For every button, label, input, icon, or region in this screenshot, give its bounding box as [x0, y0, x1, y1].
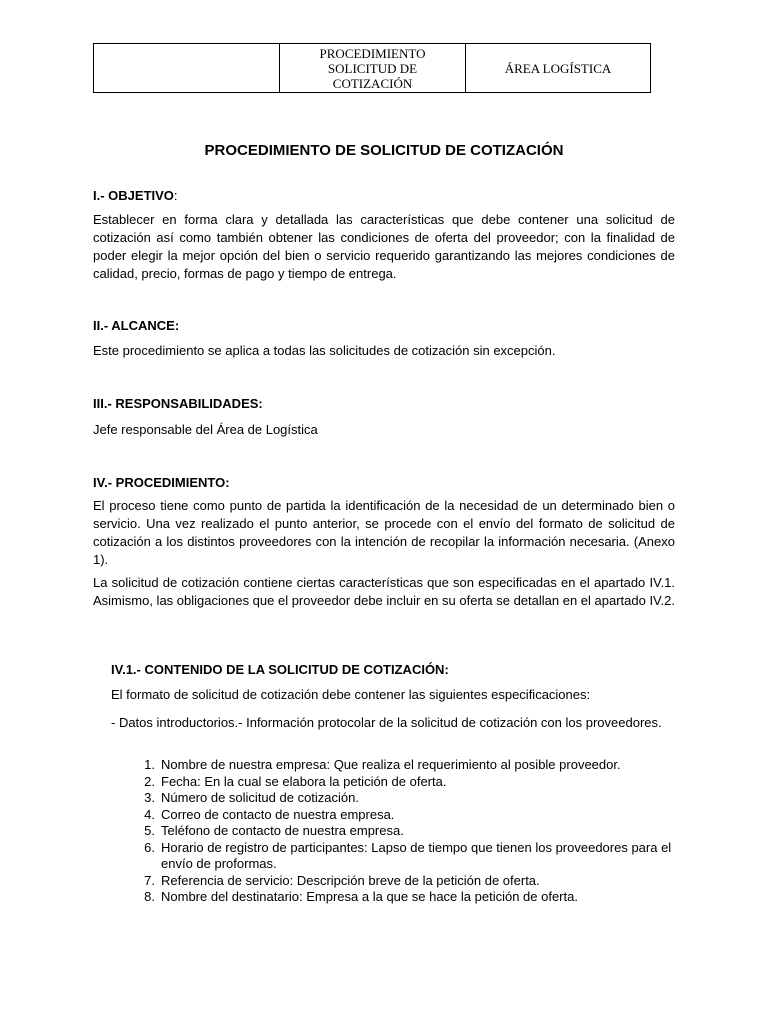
list-item	[111, 807, 675, 824]
specifications-list	[111, 757, 675, 906]
list-item-number: 7.	[144, 872, 155, 888]
objective-heading-suffix: :	[173, 188, 178, 203]
header-procedure-line: COTIZACIÓN	[332, 75, 413, 91]
list-item-number: 5.	[144, 823, 155, 838]
header-area-cell: ÁREA LOGÍSTICA	[466, 44, 651, 93]
list-item	[111, 774, 675, 791]
list-item	[111, 790, 675, 807]
procedure-paragraph-2: La solicitud de cotización contiene ciertas características que son especificadas en el apartado IV.1. Asimismo, las obligaciones que el proveedor debe incluir en su oferta se detallan en el apartado IV.2.	[93, 575, 675, 608]
header-procedure-line: PROCEDIMIENTO	[319, 45, 426, 61]
scope-text: Este procedimiento se aplica a todas las solicitudes de cotización sin excepción.	[93, 343, 556, 358]
scope-heading: II.- ALCANCE:	[93, 318, 180, 333]
list-item-text: Horario de registro de participantes: Lapso de tiempo que tienen los proveedores para el envío de proformas.	[161, 839, 672, 871]
responsibilities-text: Jefe responsable del Área de Logística	[93, 422, 318, 437]
list-item-number: 1.	[144, 757, 155, 772]
procedure-heading: IV.- PROCEDIMIENTO:	[93, 475, 230, 490]
list-item	[111, 889, 675, 906]
header-procedure-line: SOLICITUD DE	[327, 60, 418, 76]
list-item-number: 3.	[144, 790, 155, 805]
objective-heading	[93, 188, 178, 203]
list-item-number: 4.	[144, 806, 155, 822]
list-item-text: Referencia de servicio: Descripción breve de la petición de oferta.	[161, 872, 540, 888]
list-item-text: Fecha: En la cual se elabora la petición de oferta.	[161, 773, 447, 789]
section-iv1-heading: IV.1.- CONTENIDO DE LA SOLICITUD DE COTIZACIÓN:	[111, 662, 449, 677]
list-item	[111, 823, 675, 840]
list-item	[111, 840, 675, 873]
list-item-text: Nombre de nuestra empresa: Que realiza el requerimiento al posible proveedor.	[161, 757, 621, 772]
responsibilities-heading: III.- RESPONSABILIDADES:	[93, 396, 263, 411]
objective-text: Establecer en forma clara y detallada las características que debe contener una solicitud de cotización así como también obtener las condiciones de oferta del proveedor; con la finalidad de poder elegir la mejor opción del bien o servicio requerido garantizando las mejores condiciones de calidad, precio, formas de pago y tiempo de entrega.	[93, 212, 675, 281]
header-logo-cell	[94, 44, 280, 93]
list-item-number: 6.	[144, 839, 155, 855]
header-procedure-cell	[280, 44, 466, 93]
section-iv1-intro: El formato de solicitud de cotización debe contener las siguientes especificaciones:	[111, 687, 591, 702]
objective-heading-text: I.- OBJETIVO	[93, 188, 174, 203]
list-item	[111, 757, 675, 774]
list-item	[111, 873, 675, 890]
list-item-text: Número de solicitud de cotización.	[161, 790, 359, 805]
section-iv1-intro2: - Datos introductorios.- Información protocolar de la solicitud de cotización con los proveedores.	[111, 715, 662, 730]
list-item-text: Correo de contacto de nuestra empresa.	[161, 806, 395, 822]
list-item-number: 8.	[144, 889, 155, 904]
list-item-text: Teléfono de contacto de nuestra empresa.	[161, 823, 404, 838]
document-title: PROCEDIMIENTO DE SOLICITUD DE COTIZACIÓN	[204, 142, 564, 159]
list-item-text: Nombre del destinatario: Empresa a la que se hace la petición de oferta.	[161, 889, 578, 904]
document-header-table	[93, 43, 651, 93]
procedure-paragraph-1: El proceso tiene como punto de partida la identificación de la necesidad de un determinado bien o servicio. Una vez realizado el punto anterior, se procede con el envío del formato de solicitud de cotización a los distintos proveedores con la intención de recopilar la información necesaria. (Anexo 1).	[93, 498, 675, 567]
list-item-number: 2.	[144, 773, 155, 789]
